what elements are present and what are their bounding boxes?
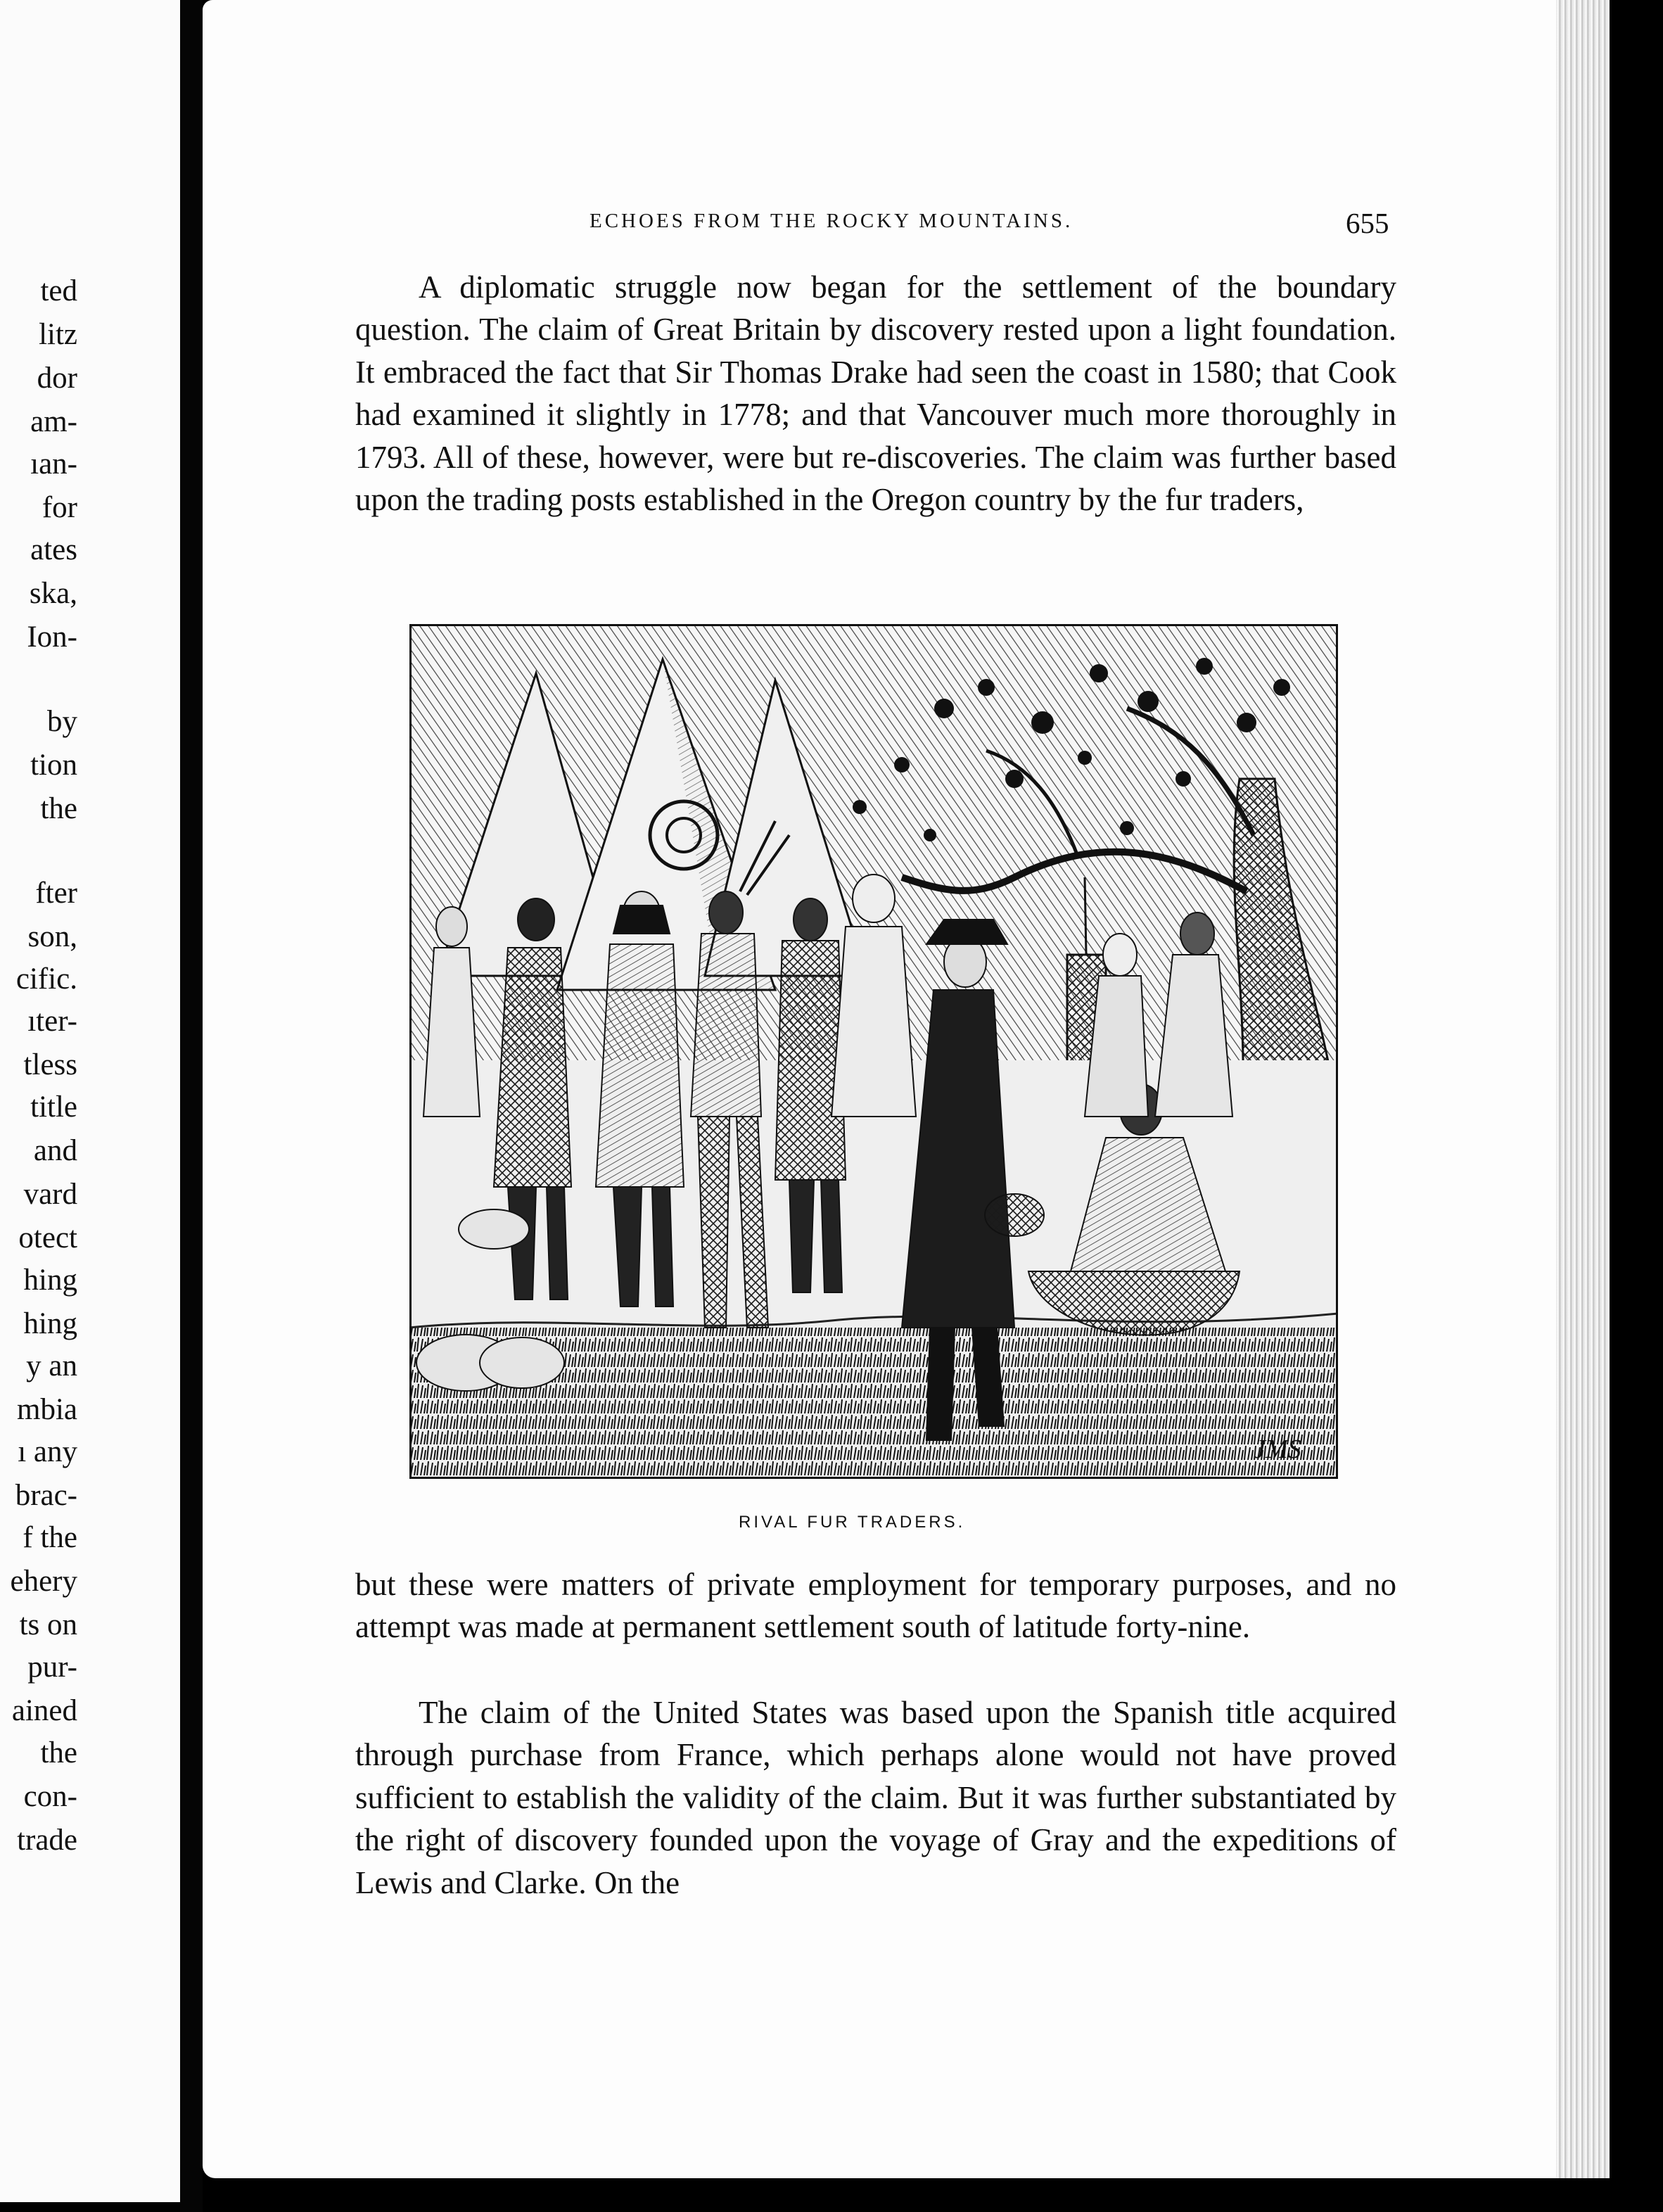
artist-signature: JMS bbox=[1254, 1435, 1301, 1464]
facing-page-text-fragment: the bbox=[40, 792, 77, 825]
facing-page-text-fragment: ıter- bbox=[27, 1005, 77, 1038]
facing-page-fragment bbox=[0, 0, 180, 2202]
illustration-caption: RIVAL FUR TRADERS. bbox=[739, 1513, 966, 1532]
running-head: ECHOES FROM THE ROCKY MOUNTAINS. bbox=[590, 210, 1073, 232]
paragraph: but these were matters of private employment for temporary purposes, and no attempt was made at permanent settlement south of latitude forty-nine. bbox=[355, 1567, 1396, 1645]
facing-page-text-fragment: ska, bbox=[29, 577, 77, 610]
facing-page-text-fragment: hing bbox=[23, 1264, 77, 1297]
paragraph: A diplomatic struggle now began for the settlement of the boundary question. The claim of Great Britain by discovery rested upon a light foundation. It embraced the fact that Sir Thomas Drake had seen the coast in 1580; that Cook had examined it slightly in 1778; and that Vancouver much more thoroughly in 1793. All of these, however, were but re-discoveries. The claim was further based upon the trading posts established in the Oregon country by the fur traders, bbox=[355, 269, 1396, 518]
engraving-illustration bbox=[409, 624, 1338, 1479]
facing-page-text-fragment: tion bbox=[30, 749, 77, 782]
facing-page-text-fragment: by bbox=[47, 705, 77, 738]
facing-page-text-fragment: tless bbox=[23, 1048, 77, 1081]
facing-page-text-fragment: brac- bbox=[15, 1479, 77, 1512]
page-number: 655 bbox=[1346, 207, 1389, 239]
facing-page-text-fragment: f the bbox=[23, 1521, 77, 1554]
facing-page-text-fragment: ı any bbox=[18, 1435, 77, 1468]
facing-page-text-fragment: ained bbox=[11, 1694, 77, 1727]
facing-page-text-fragment: cific. bbox=[15, 962, 77, 996]
facing-page-text-fragment: ted bbox=[40, 274, 77, 307]
facing-page-text-fragment: dor bbox=[37, 362, 77, 395]
facing-page-text-fragment: title bbox=[30, 1091, 77, 1124]
facing-page-text-fragment: for bbox=[42, 491, 77, 524]
scan-border bbox=[1610, 0, 1663, 2212]
facing-page-text-fragment: hing bbox=[23, 1307, 77, 1340]
facing-page-text-fragment: ates bbox=[30, 533, 77, 566]
book-gutter bbox=[180, 0, 203, 2212]
facing-page-text-fragment: Ion- bbox=[27, 621, 77, 654]
page-edges bbox=[1556, 0, 1610, 2178]
facing-page-text-fragment: con- bbox=[23, 1780, 77, 1813]
facing-page-text-fragment: ehery bbox=[10, 1565, 77, 1598]
facing-page-text-fragment: ts on bbox=[19, 1608, 77, 1641]
facing-page-text-fragment: litz bbox=[39, 318, 77, 351]
facing-page-text-fragment: am- bbox=[30, 405, 77, 438]
facing-page-text-fragment: and bbox=[33, 1134, 77, 1167]
facing-page-text-fragment: trade bbox=[17, 1824, 77, 1857]
facing-page-text-fragment: vard bbox=[23, 1178, 77, 1211]
facing-page-text-fragment: mbia bbox=[17, 1393, 77, 1426]
facing-page-text-fragment: fter bbox=[35, 877, 77, 910]
facing-page-text-fragment: the bbox=[40, 1736, 77, 1769]
paragraph: The claim of the United States was based upon the Spanish title acquired through purchase from France, which perhaps alone would not have proved sufficient to establish the validity of the claim. But it was further substantiated by the right of discovery founded upon the voyage of Gray and the expeditions of Lewis and Clarke. On the bbox=[355, 1695, 1396, 1900]
facing-page-text-fragment: son, bbox=[27, 920, 77, 953]
facing-page-text-fragment: otect bbox=[18, 1221, 77, 1254]
facing-page-text-fragment: ıan- bbox=[30, 447, 77, 481]
facing-page-text-fragment: pur- bbox=[27, 1651, 77, 1684]
facing-page-text-fragment: y an bbox=[26, 1349, 77, 1382]
